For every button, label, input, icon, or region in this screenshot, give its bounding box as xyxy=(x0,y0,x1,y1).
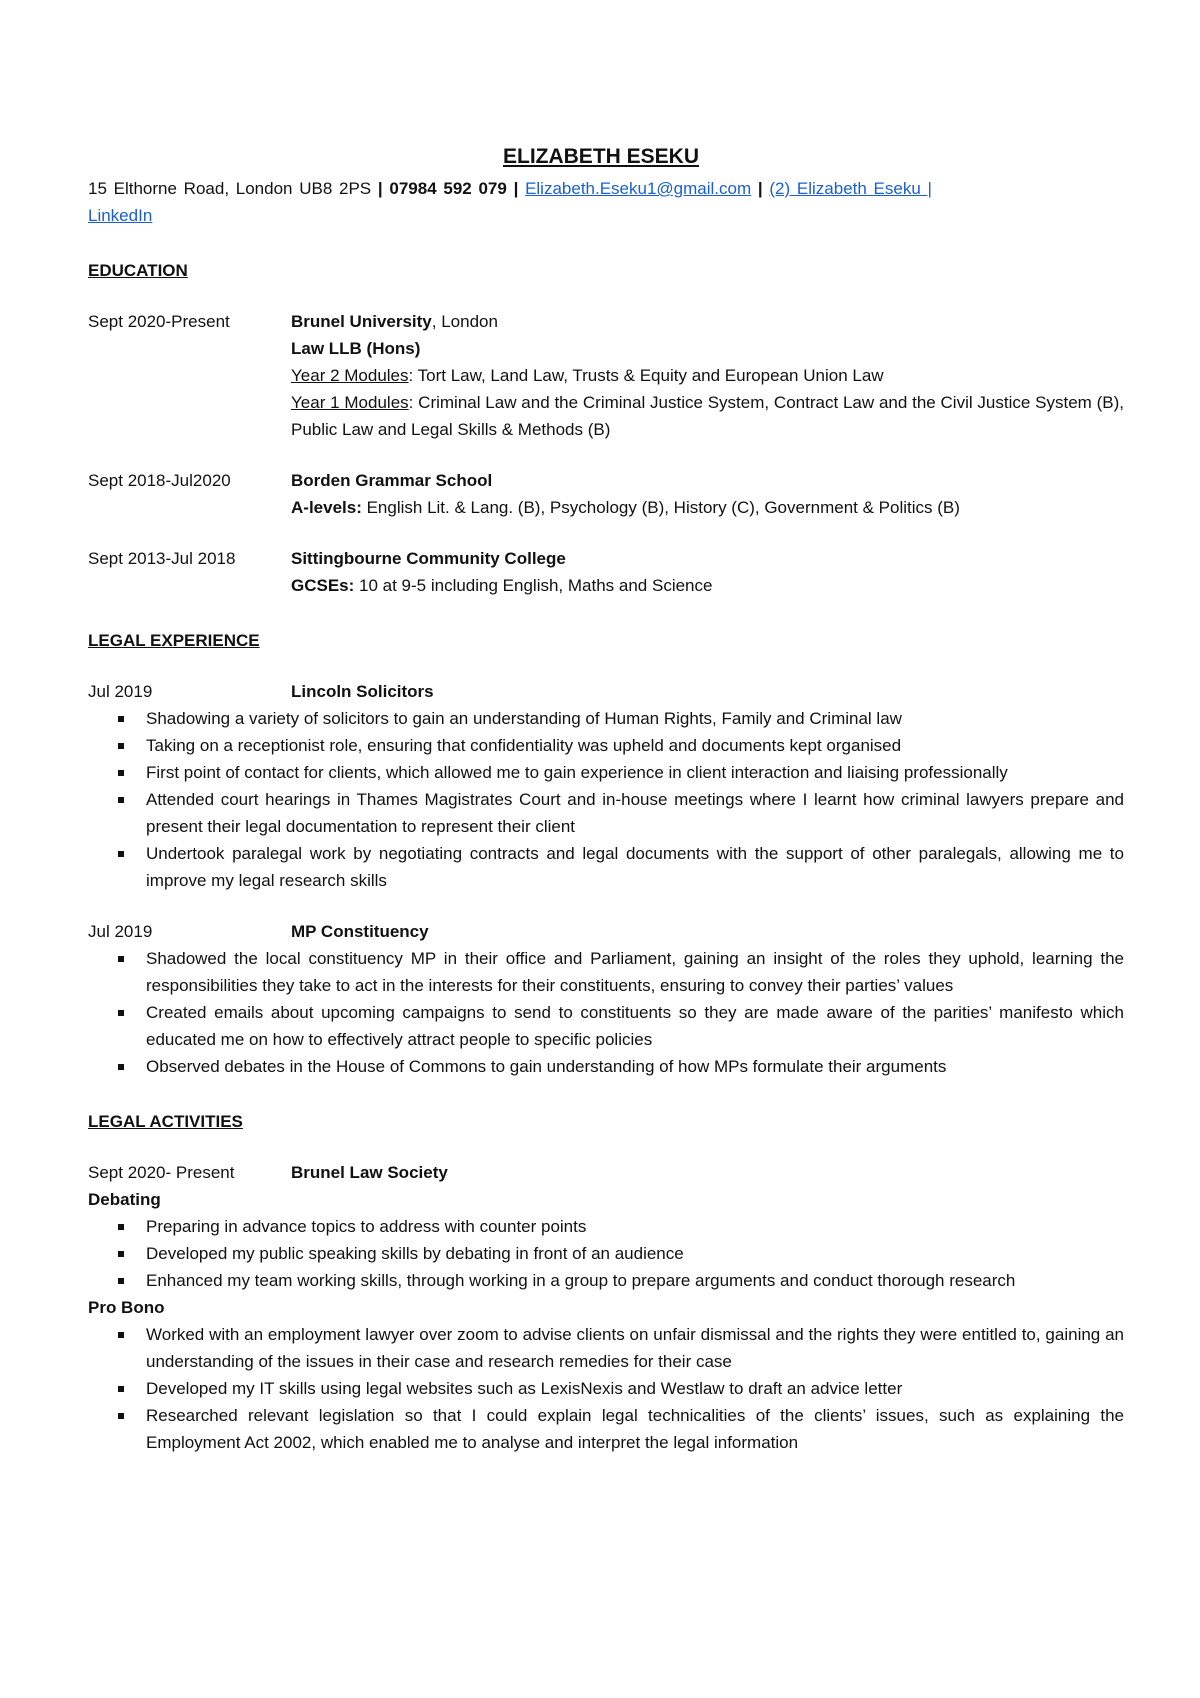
organisation-name: Lincoln Solicitors xyxy=(291,682,434,701)
qualifications-text: 10 at 9-5 including English, Maths and Science xyxy=(354,576,713,595)
list-item: Observed debates in the House of Commons to gain understanding of how MPs formulate their arguments xyxy=(88,1053,1124,1080)
square-bullet-icon xyxy=(118,716,124,722)
bullet-list xyxy=(88,1213,1124,1294)
linkedin-link-continued[interactable]: LinkedIn xyxy=(88,206,153,225)
square-bullet-icon xyxy=(118,1386,124,1392)
entry-date: Jul 2019 xyxy=(88,682,153,701)
experience-entry xyxy=(88,918,1124,1080)
debating-subheading: Debating xyxy=(88,1190,161,1209)
degree-title: Law LLB (Hons) xyxy=(291,339,421,358)
entry-date: Sept 2020-Present xyxy=(88,312,230,331)
modules-text: : Criminal Law and the Criminal Justice System, Contract Law and the Civil Justice System (B), Public Law and Legal Skills & Methods (B) xyxy=(291,393,1124,439)
qualifications-text: English Lit. & Lang. (B), Psychology (B), History (C), Government & Politics (B) xyxy=(361,498,960,517)
square-bullet-icon xyxy=(118,956,124,962)
education-entry xyxy=(88,545,1124,599)
list-item: Taking on a receptionist role, ensuring that confidentiality was upheld and documents kept organised xyxy=(88,732,1124,759)
list-item: Shadowed the local constituency MP in their office and Parliament, gaining an insight of the roles they uphold, learning the responsibilities they take to act in the interests for their constituents, ensuring to convey their parties’ values xyxy=(88,945,1124,999)
bullet-list xyxy=(88,1321,1124,1456)
square-bullet-icon xyxy=(118,797,124,803)
square-bullet-icon xyxy=(118,851,124,857)
list-item: First point of contact for clients, which allowed me to gain experience in client interaction and liaising professionally xyxy=(88,759,1124,786)
activity-entry xyxy=(88,1159,1124,1456)
legal-experience-heading: LEGAL EXPERIENCE xyxy=(88,631,260,650)
experience-entry xyxy=(88,678,1124,894)
square-bullet-icon xyxy=(118,1010,124,1016)
linkedin-link[interactable]: (2) Elizabeth Eseku | xyxy=(769,179,932,198)
modules-label: Year 2 Modules xyxy=(291,366,409,385)
institution-name: Sittingbourne Community College xyxy=(291,549,566,568)
square-bullet-icon xyxy=(118,1064,124,1070)
modules-label: Year 1 Modules xyxy=(291,393,409,412)
contact-line xyxy=(88,175,1124,229)
list-item: Preparing in advance topics to address with counter points xyxy=(88,1213,1124,1240)
modules-text: : Tort Law, Land Law, Trusts & Equity and European Union Law xyxy=(408,366,884,385)
list-item: Researched relevant legislation so that I could explain legal technicalities of the clients’ issues, such as explaining the Employment Act 2002, which enabled me to analyse and interpret the legal information xyxy=(88,1402,1124,1456)
education-heading: EDUCATION xyxy=(88,261,188,280)
square-bullet-icon xyxy=(118,743,124,749)
education-entry xyxy=(88,467,1124,521)
square-bullet-icon xyxy=(118,1332,124,1338)
list-item: Attended court hearings in Thames Magistrates Court and in-house meetings where I learnt how criminal lawyers prepare and present their legal documentation to represent their client xyxy=(88,786,1124,840)
separator: | xyxy=(757,179,763,198)
bullet-list xyxy=(88,705,1124,894)
square-bullet-icon xyxy=(118,1224,124,1230)
pro-bono-subheading: Pro Bono xyxy=(88,1298,165,1317)
entry-date: Jul 2019 xyxy=(88,922,153,941)
organisation-name: MP Constituency xyxy=(291,922,429,941)
list-item: Shadowing a variety of solicitors to gain an understanding of Human Rights, Family and Criminal law xyxy=(88,705,1124,732)
square-bullet-icon xyxy=(118,1251,124,1257)
list-item: Developed my public speaking skills by debating in front of an audience xyxy=(88,1240,1124,1267)
phone-number: 07984 592 079 xyxy=(389,179,507,198)
separator: | xyxy=(377,179,383,198)
institution-name: Brunel University xyxy=(291,312,432,331)
address: 15 Elthorne Road, London UB8 2PS xyxy=(88,179,372,198)
qualifications-label: GCSEs: xyxy=(291,576,355,595)
legal-activities-heading: LEGAL ACTIVITIES xyxy=(88,1112,243,1131)
entry-date: Sept 2018-Jul2020 xyxy=(88,471,231,490)
separator: | xyxy=(513,179,519,198)
institution-location: , London xyxy=(431,312,498,331)
list-item: Developed my IT skills using legal websites such as LexisNexis and Westlaw to draft an advice letter xyxy=(88,1375,1124,1402)
list-item: Created emails about upcoming campaigns to send to constituents so they are made aware of the parities’ manifesto which educated me on how to effectively attract people to specific policies xyxy=(88,999,1124,1053)
list-item: Enhanced my team working skills, through working in a group to prepare arguments and conduct thorough research xyxy=(88,1267,1124,1294)
square-bullet-icon xyxy=(118,1413,124,1419)
organisation-name: Brunel Law Society xyxy=(291,1163,448,1182)
candidate-name: ELIZABETH ESEKU xyxy=(502,145,699,168)
email-link[interactable]: Elizabeth.Eseku1@gmail.com xyxy=(525,179,752,198)
education-entry xyxy=(88,308,1124,443)
qualifications-label: A-levels: xyxy=(291,498,362,517)
square-bullet-icon xyxy=(118,1278,124,1284)
list-item: Undertook paralegal work by negotiating contracts and legal documents with the support of other paralegals, allowing me to improve my legal research skills xyxy=(88,840,1124,894)
institution-name: Borden Grammar School xyxy=(291,471,493,490)
bullet-list xyxy=(88,945,1124,1080)
square-bullet-icon xyxy=(118,770,124,776)
list-item: Worked with an employment lawyer over zoom to advise clients on unfair dismissal and the rights they were entitled to, gaining an understanding of the issues in their case and research remedies for their case xyxy=(88,1321,1124,1375)
entry-date: Sept 2013-Jul 2018 xyxy=(88,549,236,568)
entry-date: Sept 2020- Present xyxy=(88,1163,235,1182)
